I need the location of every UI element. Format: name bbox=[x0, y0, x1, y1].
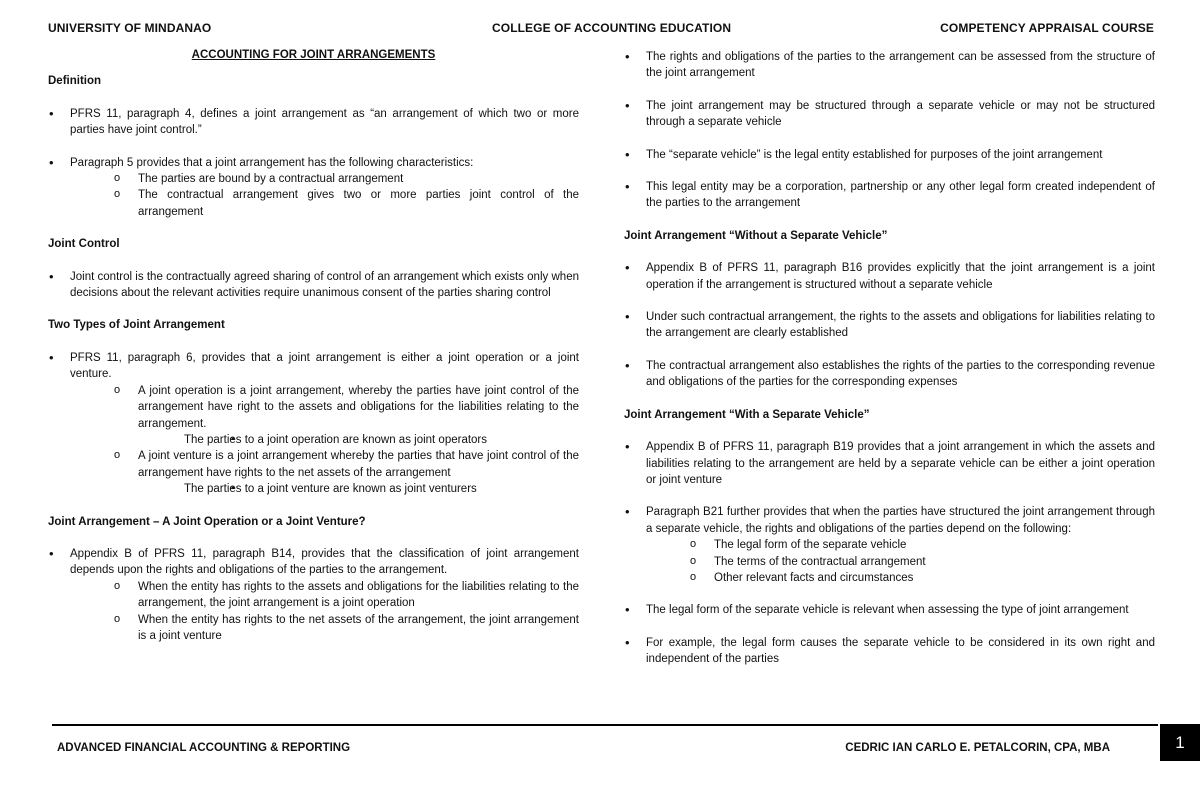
sub-list-item: o Other relevant facts and circumstances bbox=[646, 570, 1155, 586]
footer-course-title: ADVANCED FINANCIAL ACCOUNTING & REPORTING bbox=[57, 742, 351, 754]
list-item: • The contractual arrangement also establishes the rights of the parties to the corresponding revenue and obligations of the parties for the corresponding expenses bbox=[624, 358, 1155, 391]
list-item: • Under such contractual arrangement, the rights to the assets and obligations for liabilities relating to the arrangement are clearly established bbox=[624, 309, 1155, 342]
list-item: • Appendix B of PFRS 11, paragraph B16 provides explicitly that the joint arrangement is a joint operation if the arrangement is structured without a separate vehicle bbox=[624, 260, 1155, 293]
list-item-text: Paragraph B21 further provides that when the parties have structured the joint arrangement through a separate vehicle, the rights and obligations of the parties depend on the following: bbox=[646, 506, 1155, 535]
header-college: COLLEGE OF ACCOUNTING EDUCATION bbox=[492, 21, 732, 35]
list-item: • The legal form of the separate vehicle is relevant when assessing the type of joint arrangement bbox=[624, 602, 1155, 618]
list-item bbox=[48, 106, 579, 139]
list-item bbox=[48, 546, 579, 644]
heading-with-separate-vehicle: Joint Arrangement “With a Separate Vehicle” bbox=[624, 408, 870, 421]
document-title: ACCOUNTING FOR JOINT ARRANGEMENTS bbox=[191, 49, 436, 61]
sub-list-item-text: A joint operation is a joint arrangement, whereby the parties have joint control of the arrangement have right to the assets and obligations for the liabilities relating to the arrangement. bbox=[138, 384, 579, 430]
right-column bbox=[624, 49, 1155, 684]
operation-or-venture-list bbox=[48, 546, 579, 644]
list-item-text: PFRS 11, paragraph 6, provides that a joint arrangement is either a joint operation or a joint venture. bbox=[70, 351, 579, 381]
sub-list-item: o The legal form of the separate vehicle bbox=[646, 537, 1155, 553]
heading-definition: Definition bbox=[48, 75, 102, 88]
list-item: • For example, the legal form causes the separate vehicle to be considered in its own right and independent of the parties bbox=[624, 635, 1155, 668]
two-types-list bbox=[48, 350, 579, 498]
sub-list-item: o When the entity has rights to the assets and obligations for the liabilities relating to the arrangement, the joint arrangement is a joint operation bbox=[70, 579, 579, 612]
sub-sub-list-item bbox=[138, 432, 579, 448]
page-number: 1 bbox=[1160, 724, 1200, 761]
sub-list-item bbox=[70, 448, 579, 497]
heading-joint-control: Joint Control bbox=[48, 238, 120, 251]
without-vehicle-list bbox=[624, 260, 1155, 390]
sub-sub-list-item bbox=[138, 481, 579, 497]
list-item: • The “separate vehicle” is the legal entity established for purposes of the joint arrangement bbox=[624, 147, 1155, 163]
list-item bbox=[48, 155, 579, 221]
sub-list-item bbox=[70, 383, 579, 449]
heading-operation-or-venture: Joint Arrangement – A Joint Operation or a Joint Venture? bbox=[48, 515, 366, 528]
footer-author: CEDRIC IAN CARLO E. PETALCORIN, CPA, MBA bbox=[845, 742, 1110, 754]
list-item-text: Paragraph 5 provides that a joint arrangement has the following characteristics: bbox=[70, 156, 474, 169]
list-item: • This legal entity may be a corporation, partnership or any other legal form created independent of the parties to the arrangement bbox=[624, 179, 1155, 212]
list-item-text: Appendix B of PFRS 11, paragraph B14, provides that the classification of joint arrangement depends upon the rights and obligations of the parties to the arrangement. bbox=[70, 547, 579, 577]
list-item bbox=[624, 504, 1155, 586]
heading-without-separate-vehicle: Joint Arrangement “Without a Separate Vehicle” bbox=[624, 229, 888, 242]
sub-list-item-text: A joint venture is a joint arrangement whereby the parties that have joint control of the arrangement have rights to the net assets of the arrangement bbox=[138, 450, 579, 479]
list-item: • Appendix B of PFRS 11, paragraph B19 provides that a joint arrangement in which the assets and liabilities relating to the arrangement are held by a separate vehicle can be either a joint operation or joint venture bbox=[624, 439, 1155, 488]
list-item-text: Joint control is the contractually agreed sharing of control of an arrangement which exists only when decisions about the relevant activities require unanimous consent of the parties sharing control bbox=[70, 270, 579, 300]
list-item bbox=[48, 350, 579, 498]
sub-sub-list-item-text: The parties to a joint venture are known as joint venturers bbox=[184, 483, 477, 496]
sub-list-item: o When the entity has rights to the net assets of the arrangement, the joint arrangement is a joint venture bbox=[70, 612, 579, 645]
header-university: UNIVERSITY OF MINDANAO bbox=[48, 21, 212, 35]
joint-control-list bbox=[48, 269, 579, 302]
sub-list-item: o The parties are bound by a contractual arrangement bbox=[70, 171, 579, 187]
definition-list bbox=[48, 106, 579, 220]
sub-sub-list-item-text: The parties to a joint operation are known as joint operators bbox=[184, 433, 488, 446]
list-item: • The rights and obligations of the parties to the arrangement can be assessed from the structure of the joint arrangement bbox=[624, 49, 1155, 82]
list-item-text: PFRS 11, paragraph 4, defines a joint arrangement as “an arrangement of which two or more parties have joint control.” bbox=[70, 107, 579, 137]
list-item bbox=[48, 269, 579, 302]
with-vehicle-list bbox=[624, 439, 1155, 667]
header-course: COMPETENCY APPRAISAL COURSE bbox=[940, 21, 1154, 35]
heading-two-types: Two Types of Joint Arrangement bbox=[48, 319, 225, 332]
left-column bbox=[48, 47, 579, 660]
sub-list-item: o The terms of the contractual arrangement bbox=[646, 554, 1155, 570]
intro-list bbox=[624, 49, 1155, 212]
footer-divider bbox=[52, 724, 1158, 726]
list-item: • The joint arrangement may be structured through a separate vehicle or may not be structured through a separate vehicle bbox=[624, 98, 1155, 131]
sub-list-item: o The contractual arrangement gives two or more parties joint control of the arrangement bbox=[70, 187, 579, 220]
